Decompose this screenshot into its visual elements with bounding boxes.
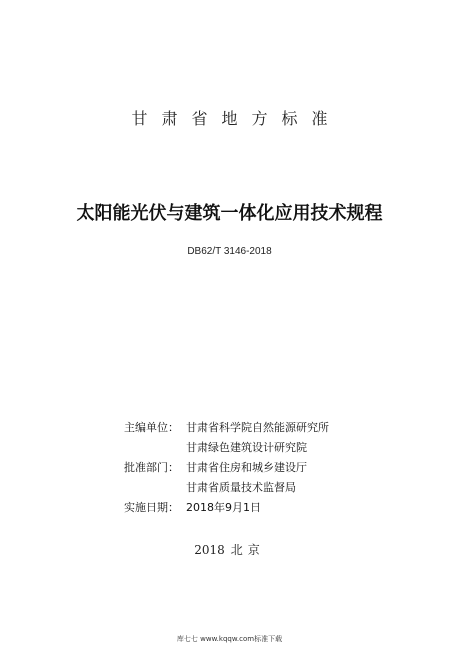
imprint-year-city [0,541,459,558]
info-value: 甘肃省质量技术监督局 [186,481,296,494]
info-row-chief-editor-2 [124,438,424,458]
info-label: 主编单位： [124,421,179,434]
standard-series-title: 甘肃省地方标准 [131,109,342,128]
publication-info [124,418,424,518]
imprint-city: 北京 [230,543,265,557]
info-row-effective-date [124,498,424,518]
footer-watermark-text[interactable]: 库七七 www.kqqw.com标准下载 [176,635,283,643]
info-row-chief-editor [124,418,424,438]
info-value: 甘肃绿色建筑设计研究院 [186,441,307,454]
info-label: 实施日期： [124,501,179,514]
info-value: 甘肃省住房和城乡建设厅 [186,461,307,474]
info-label [124,478,186,498]
info-value: 2018年9月1日 [186,501,261,514]
document-code: DB62/T 3146-2018 [187,246,272,257]
document-title: 太阳能光伏与建筑一体化应用技术规程 [76,203,383,224]
info-label [124,438,186,458]
info-row-approval-dept-2 [124,478,424,498]
info-value: 甘肃省科学院自然能源研究所 [186,421,329,434]
info-row-approval-dept [124,458,424,478]
imprint-year: 2018 [194,543,225,557]
info-label: 批准部门： [124,461,179,474]
